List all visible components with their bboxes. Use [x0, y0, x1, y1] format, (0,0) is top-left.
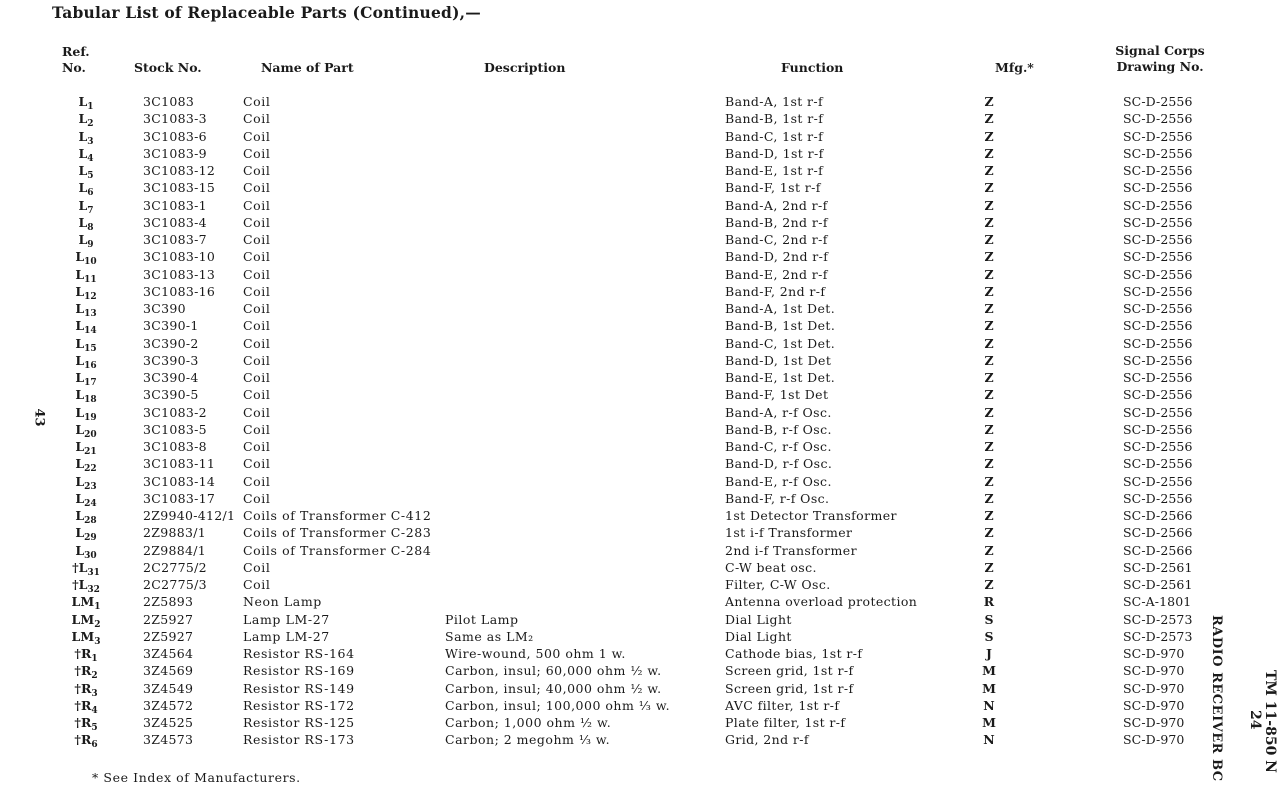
- table-row: [0, 300, 1280, 317]
- manufacturer-code: Z: [984, 266, 994, 282]
- stock-no: 3C1083-6: [143, 128, 207, 144]
- drawing-no: SC-D-2556: [1123, 163, 1193, 178]
- ref-no: $L_6$: [78, 180, 94, 199]
- stock-no: 2Z9883/1: [143, 525, 207, 541]
- table-row: [0, 473, 1280, 490]
- manufacturer-code: Z: [984, 404, 994, 420]
- ref-no: $L_2$: [78, 111, 94, 130]
- part-description: Wire-wound, 500 ohm 1 w.: [445, 646, 626, 661]
- drawing-no: SC-D-2566: [1123, 542, 1193, 558]
- part-name: Coil: [243, 180, 271, 196]
- manufacturer-code: Z: [984, 508, 994, 523]
- side-running-header: [1106, 615, 1278, 785]
- table-row: [0, 386, 1280, 406]
- part-name: Coil: [243, 94, 271, 109]
- manual-number: TM 11-850 N: [1262, 670, 1278, 773]
- ref-no: $L_{22}$: [75, 456, 97, 475]
- ref-no: $L_9$: [78, 232, 94, 250]
- stock-no: 3C390-5: [143, 387, 199, 403]
- manufacturer-code: Z: [984, 111, 994, 127]
- ref-no: $L_8$: [78, 214, 94, 233]
- part-function: Cathode bias, 1st r-f: [725, 646, 863, 661]
- stock-no: 3C1083-8: [143, 439, 207, 454]
- stock-no: 3C390-1: [143, 318, 199, 334]
- part-name: Resistor RS-125: [243, 715, 355, 730]
- stock-no: 3Z4564: [143, 646, 194, 661]
- drawing-no: SC-D-2556: [1123, 145, 1193, 161]
- ref-no: $LM_3$: [71, 628, 101, 647]
- ref-no: $L_{28}$: [75, 508, 97, 526]
- drawing-no: SC-D-2556: [1123, 318, 1193, 334]
- stock-no: 3C1083-9: [143, 145, 207, 161]
- stock-no: 3C390-2: [143, 335, 199, 351]
- header-ref-line2: No.: [62, 60, 86, 75]
- ref-no: $L_{21}$: [75, 439, 97, 457]
- drawing-no: SC-D-2556: [1123, 266, 1193, 282]
- part-name: Coil: [243, 490, 271, 506]
- ref-no: $L_{23}$: [75, 473, 97, 492]
- stock-no: 3C1083-10: [143, 249, 216, 265]
- drawing-no: SC-D-970: [1123, 663, 1185, 679]
- header-stock-no: Stock No.: [134, 60, 202, 75]
- part-function: Band-A, 1st r-f: [725, 94, 824, 109]
- manufacturer-code: Z: [984, 577, 994, 592]
- drawing-no: SC-D-2556: [1123, 352, 1193, 368]
- manufacturer-code: M: [982, 663, 996, 679]
- manufacturer-code: Z: [984, 387, 994, 403]
- part-function: Band-C, 1st Det.: [725, 335, 836, 351]
- part-name: Lamp LM-27: [243, 611, 330, 627]
- stock-no: 3C1083-7: [143, 232, 207, 247]
- table-row: [0, 404, 1280, 421]
- table-row: [0, 93, 1280, 110]
- manufacturer-code: Z: [984, 214, 994, 230]
- drawing-no: SC-D-2556: [1123, 490, 1193, 506]
- table-row: [0, 490, 1280, 507]
- part-function: Band-B, r-f Osc.: [725, 421, 832, 437]
- part-function: Band-B, 1st r-f: [725, 111, 824, 127]
- table-row: [0, 128, 1280, 145]
- header-function: Function: [781, 60, 844, 75]
- header-drawing-no: [1110, 43, 1210, 75]
- ref-no: $\dagger L_{32}$: [72, 577, 100, 595]
- part-name: Coil: [243, 266, 271, 282]
- part-name: Resistor RS-149: [243, 680, 355, 696]
- ref-no: $L_{12}$: [75, 283, 97, 302]
- part-description: Carbon; 1,000 ohm ½ w.: [445, 715, 612, 730]
- part-name: Coil: [243, 404, 271, 420]
- stock-no: 2Z5893: [143, 594, 194, 610]
- part-function: Band-E, 1st Det.: [725, 370, 836, 385]
- part-name: Coil: [243, 439, 271, 454]
- drawing-no: SC-D-2556: [1123, 456, 1193, 472]
- header-drawing-line2: Drawing No.: [1116, 59, 1204, 74]
- table-row: [0, 628, 1280, 645]
- part-name: Coil: [243, 301, 271, 316]
- part-function: 2nd i-f Transformer: [725, 542, 857, 558]
- stock-no: 3C390-4: [143, 370, 199, 385]
- ref-no: $L_{29}$: [75, 525, 97, 544]
- table-row: [0, 714, 1280, 731]
- table-row: [0, 214, 1280, 231]
- manufacturer-code: Z: [984, 197, 994, 213]
- manufacturer-code: Z: [984, 283, 994, 299]
- table-row: [0, 576, 1280, 593]
- ref-no: $L_{11}$: [75, 266, 97, 285]
- part-name: Coil: [243, 473, 271, 489]
- drawing-no: SC-D-2561: [1123, 577, 1193, 592]
- part-function: Plate filter, 1st r-f: [725, 715, 846, 730]
- ref-no: $L_{18}$: [75, 387, 97, 406]
- stock-no: 2C2775/2: [143, 559, 207, 575]
- part-name: Coils of Transformer C-284: [243, 542, 432, 558]
- stock-no: 2Z9884/1: [143, 542, 207, 558]
- manufacturer-code: S: [984, 628, 994, 644]
- drawing-no: SC-D-2561: [1123, 559, 1193, 575]
- part-function: Band-E, 1st r-f: [725, 163, 824, 178]
- drawing-no: SC-D-2556: [1123, 283, 1193, 299]
- manufacturer-code: Z: [984, 128, 994, 144]
- ref-no: $L_{19}$: [75, 404, 97, 423]
- part-name: Coil: [243, 232, 271, 247]
- drawing-no: SC-D-2573: [1123, 611, 1193, 627]
- manufacturer-code: Z: [984, 456, 994, 472]
- part-name: Coil: [243, 197, 271, 213]
- part-name: Coil: [243, 577, 271, 592]
- ref-no: $L_{14}$: [75, 318, 97, 337]
- ref-no: $\dagger R_3$: [74, 680, 98, 699]
- ref-no: $\dagger R_1$: [74, 646, 98, 664]
- part-function: Band-C, r-f Osc.: [725, 439, 832, 454]
- equipment-name: RADIO RECEIVER BC: [1209, 615, 1224, 782]
- part-function: Band-D, 1st Det: [725, 352, 832, 368]
- part-function: Dial Light: [725, 628, 792, 644]
- part-description: Carbon, insul; 60,000 ohm ½ w.: [445, 663, 662, 679]
- part-name: Coil: [243, 283, 271, 299]
- part-description: Pilot Lamp: [445, 611, 519, 627]
- part-name: Coil: [243, 421, 271, 437]
- parts-table: [0, 93, 1280, 749]
- part-function: Band-D, r-f Osc.: [725, 456, 833, 472]
- drawing-no: SC-D-2556: [1123, 232, 1193, 247]
- part-name: Lamp LM-27: [243, 628, 330, 644]
- manufacturer-code: Z: [984, 145, 994, 161]
- manufacturer-code: M: [982, 680, 996, 696]
- ref-no: $L_3$: [78, 128, 94, 147]
- stock-no: 3C1083-4: [143, 214, 207, 230]
- stock-no: 3C390: [143, 301, 186, 316]
- table-row: [0, 507, 1280, 524]
- part-name: Coil: [243, 318, 271, 334]
- part-function: C-W beat osc.: [725, 559, 817, 575]
- part-function: Band-F, 2nd r-f: [725, 283, 826, 299]
- ref-no: $L_{20}$: [75, 421, 97, 440]
- part-name: Resistor RS-173: [243, 732, 355, 748]
- manufacturer-code: Z: [984, 473, 994, 489]
- part-function: 1st i-f Transformer: [725, 525, 853, 541]
- table-row: [0, 611, 1280, 628]
- manufacturer-code: Z: [984, 163, 994, 178]
- part-function: Dial Light: [725, 611, 792, 627]
- drawing-no: SC-D-2566: [1123, 508, 1193, 523]
- ref-no: $LM_2$: [71, 611, 101, 630]
- stock-no: 3Z4549: [143, 680, 194, 696]
- stock-no: 3C1083-16: [143, 283, 216, 299]
- drawing-no: SC-D-2556: [1123, 387, 1193, 403]
- stock-no: 3C1083-1: [143, 197, 207, 213]
- manufacturer-code: Z: [984, 525, 994, 541]
- part-name: Coils of Transformer C-283: [243, 525, 432, 541]
- manual-page: 24: [1247, 710, 1263, 730]
- part-name: Resistor RS-164: [243, 646, 355, 661]
- part-name: Coil: [243, 456, 271, 472]
- ref-no: $L_{10}$: [75, 249, 97, 268]
- part-function: Band-F, 1st Det: [725, 387, 829, 403]
- stock-no: 3C1083-17: [143, 490, 216, 506]
- table-row: [0, 455, 1280, 475]
- manufacturer-code: Z: [984, 94, 994, 109]
- ref-no: $\dagger R_2$: [74, 663, 98, 682]
- manufacturer-code: S: [984, 611, 994, 627]
- table-row: [0, 697, 1280, 714]
- ref-no: $L_1$: [78, 94, 94, 112]
- header-mfg: Mfg.*: [995, 60, 1034, 75]
- drawing-no: SC-D-2556: [1123, 249, 1193, 265]
- ref-no: $L_7$: [78, 197, 94, 216]
- table-row: [0, 559, 1280, 576]
- manufacturer-code: Z: [984, 180, 994, 196]
- drawing-no: SC-D-2556: [1123, 128, 1193, 144]
- ref-no: $LM_1$: [71, 594, 101, 613]
- manufacturer-code: Z: [984, 335, 994, 351]
- part-function: Band-B, 2nd r-f: [725, 214, 828, 230]
- manufacturer-code: Z: [984, 232, 994, 247]
- table-row: [0, 179, 1280, 199]
- drawing-no: SC-D-2556: [1123, 214, 1193, 230]
- header-drawing-line1: Signal Corps: [1115, 43, 1205, 58]
- table-row: [0, 680, 1280, 697]
- manufacturer-code: Z: [984, 542, 994, 558]
- manufacturer-code: J: [986, 646, 992, 661]
- stock-no: 3C1083-3: [143, 111, 207, 127]
- table-row: [0, 524, 1280, 544]
- stock-no: 3Z4573: [143, 732, 194, 748]
- part-name: Coil: [243, 163, 271, 178]
- ref-no: $\dagger R_4$: [74, 697, 98, 716]
- manufacturer-code: M: [982, 715, 996, 730]
- part-description: Carbon; 2 megohm ⅓ w.: [445, 732, 611, 748]
- stock-no: 2Z5927: [143, 628, 194, 644]
- table-row: [0, 731, 1280, 751]
- table-row: [0, 369, 1280, 386]
- drawing-no: SC-D-2556: [1123, 180, 1193, 196]
- ref-no: $\dagger R_6$: [74, 732, 98, 751]
- manufacturer-code: N: [983, 697, 995, 713]
- ref-no: $L_{24}$: [75, 490, 97, 509]
- stock-no: 3C1083-13: [143, 266, 216, 282]
- drawing-no: SC-D-2556: [1123, 301, 1193, 316]
- table-row: [0, 145, 1280, 162]
- table-row: [0, 352, 1280, 369]
- table-row: [0, 266, 1280, 283]
- drawing-no: SC-D-970: [1123, 680, 1185, 696]
- stock-no: 2Z5927: [143, 611, 194, 627]
- part-name: Coil: [243, 111, 271, 127]
- part-name: Coil: [243, 370, 271, 385]
- ref-no: $\dagger L_{31}$: [72, 559, 100, 578]
- part-function: Band-E, 2nd r-f: [725, 266, 828, 282]
- stock-no: 3C1083-14: [143, 473, 216, 489]
- part-function: Band-A, r-f Osc.: [725, 404, 832, 420]
- manufacturer-code: Z: [984, 559, 994, 575]
- part-function: Band-A, 2nd r-f: [725, 197, 828, 213]
- part-function: Antenna overload protection: [725, 594, 918, 610]
- manufacturer-code: Z: [984, 439, 994, 454]
- table-row: [0, 421, 1280, 438]
- manufacturer-code: N: [983, 732, 995, 748]
- part-function: Band-F, r-f Osc.: [725, 490, 830, 506]
- stock-no: 3Z4572: [143, 697, 194, 713]
- table-row: [0, 542, 1280, 559]
- manufacturer-code: Z: [984, 249, 994, 265]
- part-function: Band-C, 1st r-f: [725, 128, 824, 144]
- table-row: [0, 438, 1280, 455]
- table-row: [0, 110, 1280, 130]
- part-name: Resistor RS-172: [243, 697, 355, 713]
- footnote: * See Index of Manufacturers.: [92, 770, 301, 785]
- drawing-no: SC-D-2556: [1123, 111, 1193, 127]
- drawing-no: SC-D-2556: [1123, 439, 1193, 454]
- table-row: [0, 593, 1280, 613]
- table-row: [0, 645, 1280, 662]
- manufacturer-code: Z: [984, 421, 994, 437]
- manufacturer-code: Z: [984, 318, 994, 334]
- part-name: Coil: [243, 214, 271, 230]
- part-function: Band-F, 1st r-f: [725, 180, 821, 196]
- drawing-no: SC-D-2556: [1123, 473, 1193, 489]
- ref-no: $L_4$: [78, 145, 94, 164]
- part-function: Band-C, 2nd r-f: [725, 232, 828, 247]
- ref-no: $L_{30}$: [75, 542, 97, 561]
- stock-no: 3C390-3: [143, 352, 199, 368]
- ref-no: $L_{16}$: [75, 352, 97, 371]
- table-row: [0, 317, 1280, 337]
- stock-no: 3C1083: [143, 94, 195, 109]
- ref-no: $L_{13}$: [75, 301, 97, 319]
- drawing-no: SC-D-970: [1123, 715, 1185, 730]
- drawing-no: SC-D-970: [1123, 732, 1185, 748]
- part-name: Coil: [243, 128, 271, 144]
- manufacturer-code: Z: [984, 352, 994, 368]
- part-function: Band-B, 1st Det.: [725, 318, 836, 334]
- drawing-no: SC-A-1801: [1123, 594, 1192, 610]
- manufacturer-code: R: [983, 594, 995, 610]
- stock-no: 3C1083-15: [143, 180, 216, 196]
- stock-no: 2C2775/3: [143, 577, 207, 592]
- ref-no: $L_{15}$: [75, 335, 97, 354]
- part-function: Band-A, 1st Det.: [725, 301, 836, 316]
- part-name: Coil: [243, 387, 271, 403]
- part-name: Coil: [243, 249, 271, 265]
- table-row: [0, 231, 1280, 248]
- part-function: Band-D, 1st r-f: [725, 145, 824, 161]
- header-ref-no: [62, 44, 90, 76]
- drawing-no: SC-D-2556: [1123, 404, 1193, 420]
- stock-no: 2Z9940-412/1: [143, 508, 236, 523]
- ref-no: $\dagger R_5$: [74, 715, 98, 733]
- part-name: Coils of Transformer C-412: [243, 508, 432, 523]
- table-row: [0, 283, 1280, 300]
- drawing-no: SC-D-2556: [1123, 94, 1193, 109]
- stock-no: 3C1083-11: [143, 456, 216, 472]
- manufacturer-code: Z: [984, 490, 994, 506]
- manufacturer-code: Z: [984, 301, 994, 316]
- ref-no: $L_5$: [78, 163, 94, 181]
- part-description: Carbon, insul; 100,000 ohm ⅓ w.: [445, 697, 671, 713]
- drawing-no: SC-D-970: [1123, 646, 1185, 661]
- part-function: 1st Detector Transformer: [725, 508, 897, 523]
- part-function: AVC filter, 1st r-f: [725, 697, 840, 713]
- part-function: Band-E, r-f Osc.: [725, 473, 832, 489]
- page-title: Tabular List of Replaceable Parts (Continued),—: [52, 3, 481, 22]
- table-row: [0, 162, 1280, 179]
- table-row: [0, 248, 1280, 268]
- drawing-no: SC-D-2556: [1123, 370, 1193, 385]
- part-name: Neon Lamp: [243, 594, 322, 610]
- part-name: Resistor RS-169: [243, 663, 355, 679]
- table-row: [0, 662, 1280, 682]
- part-function: Screen grid, 1st r-f: [725, 663, 854, 679]
- part-function: Filter, C-W Osc.: [725, 577, 831, 592]
- part-function: Band-D, 2nd r-f: [725, 249, 829, 265]
- ref-no: $L_{17}$: [75, 370, 97, 388]
- part-function: Grid, 2nd r-f: [725, 732, 809, 748]
- header-name-of-part: Name of Part: [261, 60, 354, 75]
- part-description: Same as LM₂: [445, 628, 534, 644]
- table-row: [0, 335, 1280, 352]
- stock-no: 3C1083-12: [143, 163, 216, 178]
- stock-no: 3C1083-5: [143, 421, 207, 437]
- header-ref-line1: Ref.: [62, 44, 90, 59]
- drawing-no: SC-D-2573: [1123, 628, 1193, 644]
- table-row: [0, 197, 1280, 214]
- part-function: Screen grid, 1st r-f: [725, 680, 854, 696]
- part-name: Coil: [243, 145, 271, 161]
- header-description: Description: [484, 60, 566, 75]
- manufacturer-code: Z: [984, 370, 994, 385]
- drawing-no: SC-D-2556: [1123, 197, 1193, 213]
- part-name: Coil: [243, 335, 271, 351]
- drawing-no: SC-D-2556: [1123, 335, 1193, 351]
- part-name: Coil: [243, 352, 271, 368]
- drawing-no: SC-D-970: [1123, 697, 1185, 713]
- page-number: 43: [31, 408, 47, 427]
- drawing-no: SC-D-2566: [1123, 525, 1193, 541]
- drawing-no: SC-D-2556: [1123, 421, 1193, 437]
- part-name: Coil: [243, 559, 271, 575]
- part-description: Carbon, insul; 40,000 ohm ½ w.: [445, 680, 662, 696]
- stock-no: 3C1083-2: [143, 404, 207, 420]
- stock-no: 3Z4525: [143, 715, 194, 730]
- stock-no: 3Z4569: [143, 663, 194, 679]
